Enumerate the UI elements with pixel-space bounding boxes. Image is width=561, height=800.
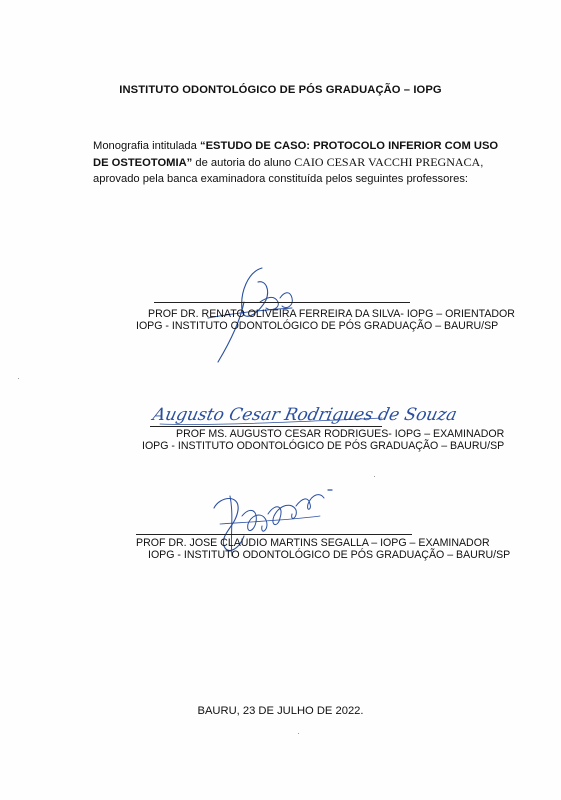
intro-prefix: Monografia intitulada <box>93 140 200 152</box>
intro-suffix: , aprovado pela banca examinadora constituída pelos seguintes professores: <box>93 157 484 185</box>
monograph-title: “ESTUDO DE CASO: PROTOCOLO INFERIOR COM USO DE OSTEOTOMIA” <box>93 140 499 169</box>
examiner-2-institution: IOPG - INSTITUTO ODONTOLÓGICO DE PÓS GRADUAÇÃO – BAURU/SP <box>148 549 511 561</box>
examiner-1-institution: IOPG - INSTITUTO ODONTOLÓGICO DE PÓS GRADUAÇÃO – BAURU/SP <box>142 440 505 452</box>
intro-middle: de autoria do aluno <box>192 157 295 169</box>
student-name: CAIO CESAR VACCHI PREGNACA <box>294 155 481 169</box>
institution-title: INSTITUTO ODONTOLÓGICO DE PÓS GRADUAÇÃO – IOPG <box>119 84 442 96</box>
examiner-1-name-role: PROF MS. AUGUSTO CESAR RODRIGUES- IOPG – EXAMINADOR <box>176 428 505 440</box>
approval-paragraph <box>93 138 513 187</box>
signature-line-examiner-1 <box>150 426 382 427</box>
signature-line-examiner-2 <box>136 534 412 535</box>
examiner-2-name-role: PROF DR. JOSE CLAUDIO MARTINS SEGALLA – IOPG – EXAMINADOR <box>136 537 490 549</box>
signature-line-advisor <box>154 302 410 303</box>
signature-examiner-1-handwriting: Augusto Cesar Rodrigues de Souza <box>150 405 459 425</box>
scan-speck <box>298 733 299 734</box>
place-date: BAURU, 23 DE JULHO DE 2022. <box>197 705 364 717</box>
advisor-institution: IOPG - INSTITUTO ODONTOLÓGICO DE PÓS GRADUAÇÃO – BAURU/SP <box>136 320 499 332</box>
advisor-name-role: PROF DR. RENATO OLIVEIRA FERREIRA DA SILVA- IOPG – ORIENTADOR <box>148 308 515 320</box>
scan-speck <box>374 476 375 477</box>
scan-speck <box>18 378 19 379</box>
